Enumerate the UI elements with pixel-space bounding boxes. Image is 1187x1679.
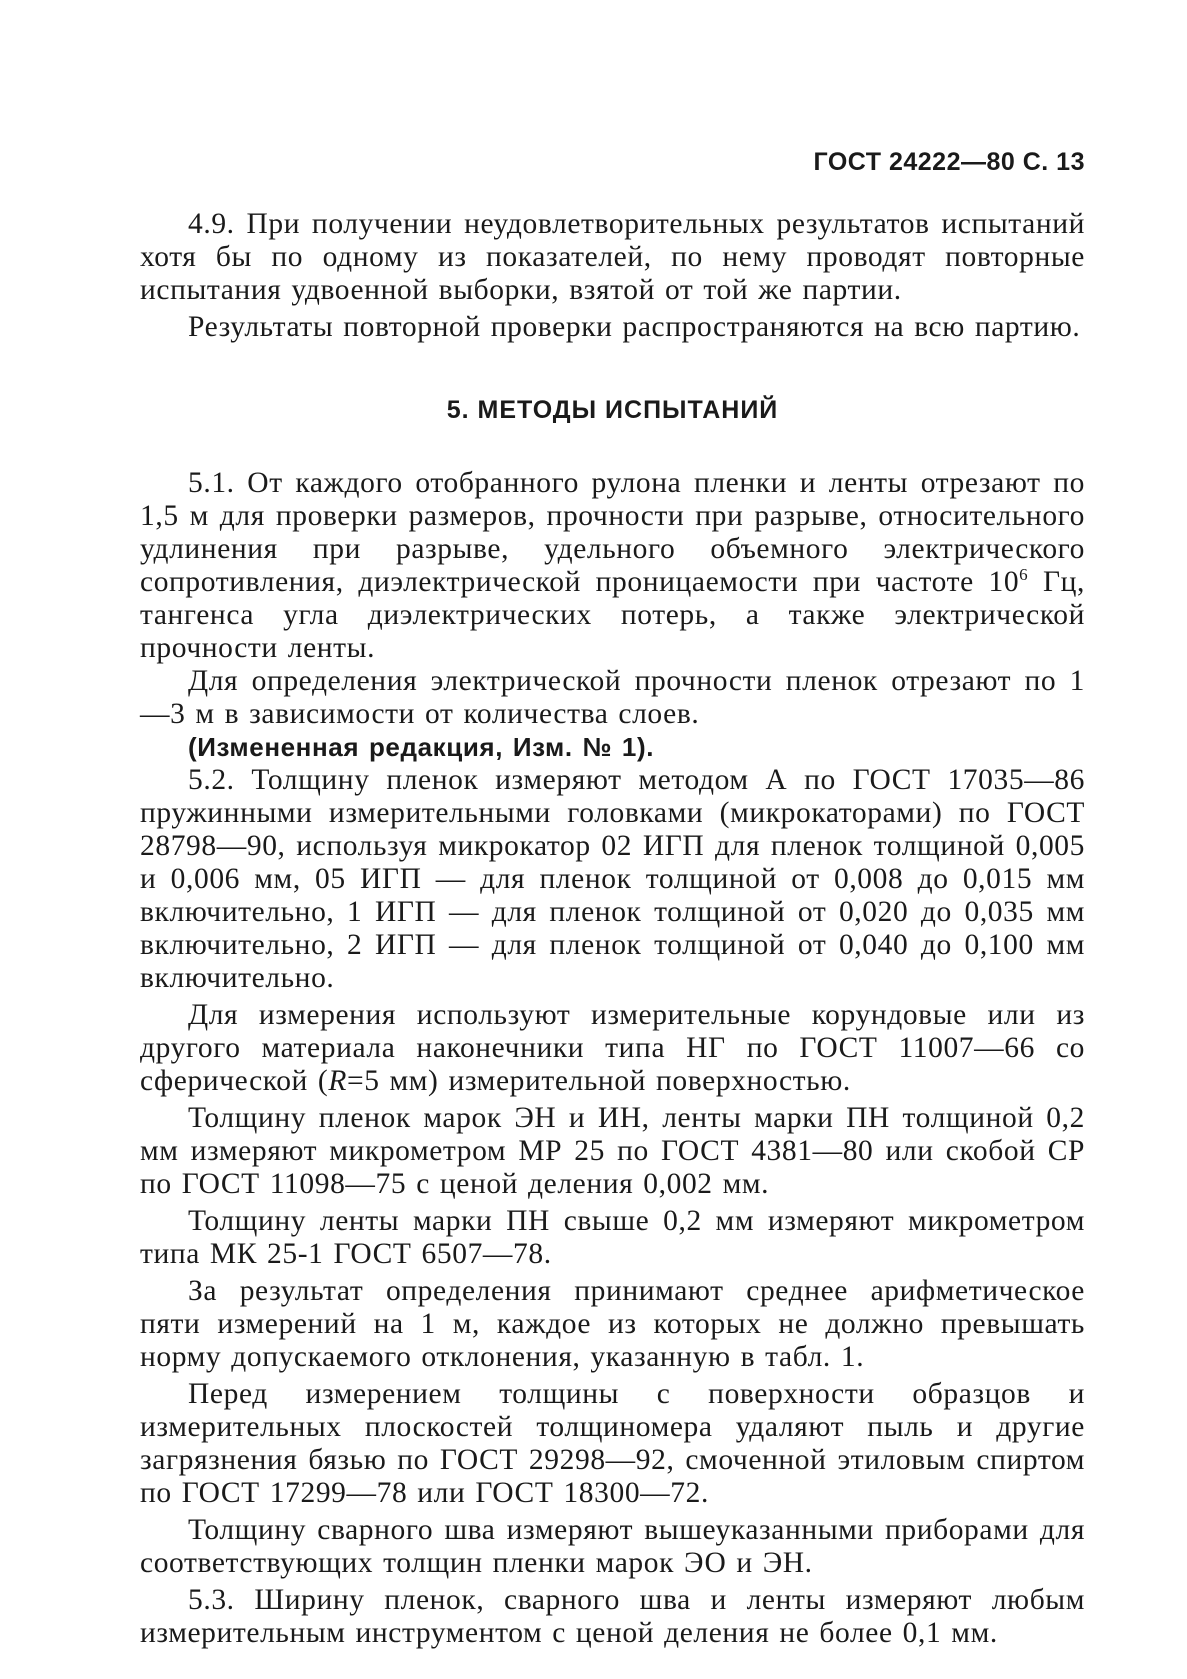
- paragraph-5-2-tips-a: Для измерения используют измерительные корундовые или из другого материала наконечники типа НГ по ГОСТ 11007—66 со сферической (: [140, 999, 1085, 1097]
- paragraph-5-2-result: За результат определения принимают среднее арифметическое пяти измерений на 1 м, каждое из которых не должно превышать норму допускаемого отклонения, указанную в табл. 1.: [140, 1275, 1085, 1373]
- paragraph-5-2-tape-thickness: Толщину ленты марки ПН свыше 0,2 мм измеряют микрометром типа МК 25-1 ГОСТ 6507—78.: [140, 1205, 1085, 1270]
- standard-number: ГОСТ 24222—80: [813, 148, 1016, 176]
- amendment-note: [140, 731, 1085, 764]
- paragraph-4-9-results: Результаты повторной проверки распространяются на всю партию.: [188, 311, 1081, 343]
- paragraph-5-2-micrometer: Толщину пленок марок ЭН и ИН, ленты марки ПН толщиной 0,2 мм измеряют микрометром МР 25 по ГОСТ 4381—80 или скобой СР по ГОСТ 11098—75 с ценой деления 0,002 мм.: [140, 1102, 1085, 1200]
- paragraph-4-9: 4.9. При получении неудовлетворительных результатов испытаний хотя бы по одному из показателей, по нему проводят повторные испытания удвоенной выборки, взятой от той же партии.: [140, 208, 1085, 306]
- paragraph-5-2: 5.2. Толщину пленок измеряют методом А по ГОСТ 17035—86 пружинными измерительными головками (микрокаторами) по ГОСТ 28798—90, используя микрокатор 02 ИГП для пленок толщиной 0,005 и 0,006 мм, 05 ИГП — для пленок толщиной от 0,008 до 0,015 мм включительно, 1 ИГП — для пленок толщиной от 0,020 до 0,035 мм включительно, 2 ИГП — для пленок толщиной от 0,040 до 0,100 мм включительно.: [140, 764, 1085, 994]
- document-page: [140, 0, 1085, 1679]
- section-title: 5. МЕТОДЫ ИСПЫТАНИЙ: [446, 396, 779, 424]
- radius-symbol: R: [328, 1065, 347, 1097]
- paragraph-5-2-tips-b: =5 мм) измерительной поверхностью.: [346, 1065, 851, 1097]
- paragraph-5-1-text-a: 5.1. От каждого отобранного рулона пленки и ленты отрезают по 1,5 м для проверки размеров, прочности при разрыве, относительного удлинения при разрыве, удельного объемного электрического сопротивления, диэлектрической проницаемости при частоте 10: [140, 467, 1085, 598]
- paragraph-5-2-cleaning: Перед измерением толщины с поверхности образцов и измерительных плоскостей толщиномера удаляют пыль и другие загрязнения бязью по ГОСТ 29298—92, смоченной этиловым спиртом по ГОСТ 17299—78 или ГОСТ 18300—72.: [140, 1378, 1085, 1509]
- frequency-exponent: 6: [1019, 565, 1029, 585]
- paragraph-5-1-electric-strength: Для определения электрической прочности пленок отрезают по 1—3 м в зависимости от количества слоев.: [140, 665, 1085, 730]
- paragraph-5-1: [140, 467, 1085, 665]
- page-header: [814, 148, 1085, 177]
- paragraph-5-3: 5.3. Ширину пленок, сварного шва и ленты измеряют любым измерительным инструментом с ценой деления не более 0,1 мм.: [140, 1584, 1085, 1649]
- amendment-label: (Измененная редакция, Изм. № 1).: [188, 732, 655, 762]
- paragraph-5-1-text-b: Гц, тангенса угла диэлектрических потерь, а также электрической прочности ленты.: [140, 566, 1085, 664]
- paragraph-5-2-weld: Толщину сварного шва измеряют вышеуказанными приборами для соответствующих толщин пленки марок ЭО и ЭН.: [140, 1514, 1085, 1579]
- paragraph-5-2-tips: [140, 999, 1085, 1098]
- page-content: [140, 208, 1085, 1650]
- page-number: С. 13: [1022, 148, 1085, 176]
